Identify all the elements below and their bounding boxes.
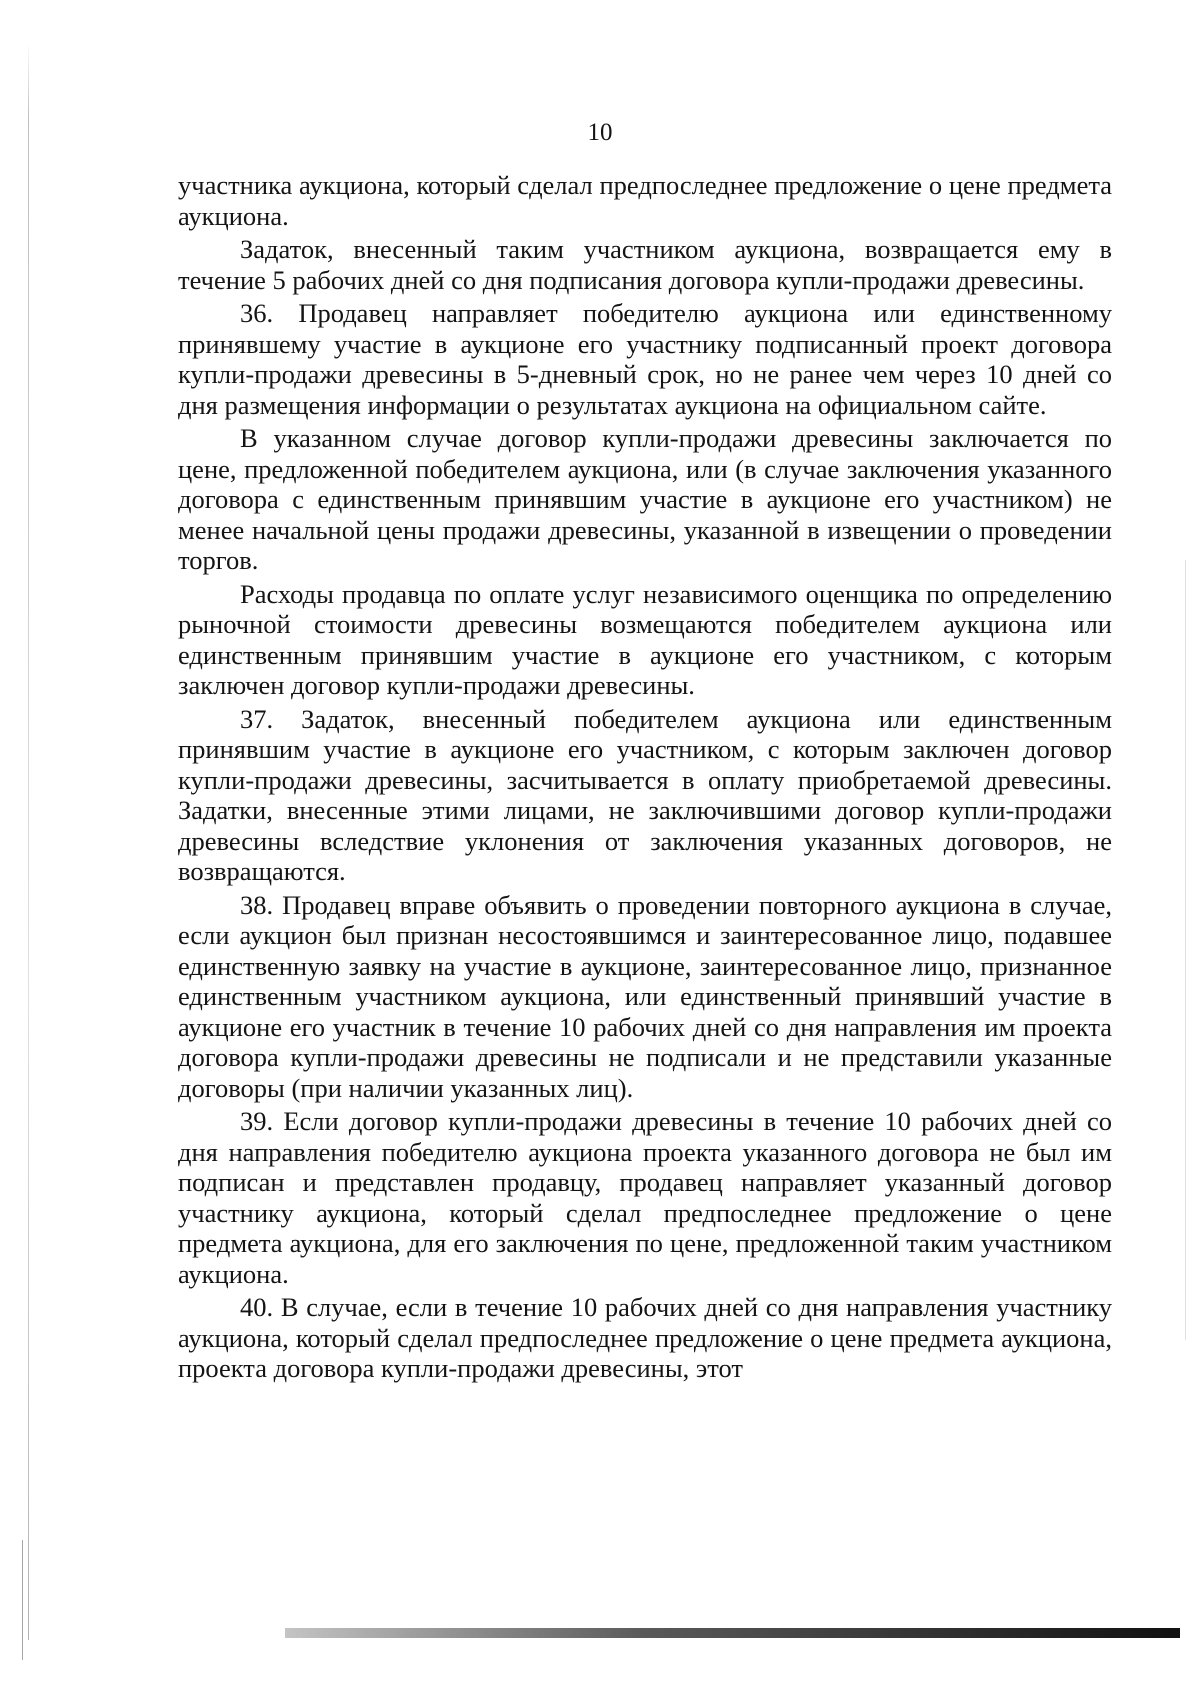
paragraph-40: 40. В случае, если в течение 10 рабочих дней со дня направления участнику аукциона, который сделал предпоследнее предложение о цене предмета аукциона, проекта договора купли-продажи древесины, этот (178, 1292, 1112, 1383)
paragraph-38: 38. Продавец вправе объявить о проведении повторного аукциона в случае, если аукцион был признан несостоявшимся и заинтересованное лицо, подавшее единственную заявку на участие в аукционе, заинтересованное лицо, признанное единственным участником аукциона, или единственный принявший участие в аукционе его участник в течение 10 рабочих дней со дня направления им проекта договора купли-продажи древесины не подписали и не представили указанные договоры (при наличии указанных лиц). (178, 889, 1112, 1103)
paragraph-37: 37. Задаток, внесенный победителем аукциона или единственным принявшим участие в аукционе его участником, с которым заключен договор купли-продажи древесины, засчитывается в оплату приобретаемой древесины. Задатки, внесенные этими лицами, не заключившими договор купли-продажи древесины вследствие уклонения от заключения указанных договоров, не возвращаются. (178, 703, 1112, 886)
paragraph-36-expenses: Расходы продавца по оплате услуг независимого оценщика по определению рыночной стоимости древесины возмещаются победителем аукциона или единственным принявшим участие в аукционе его участником, с которым заключен договор купли-продажи древесины. (178, 578, 1112, 700)
scan-bottom-bar (285, 1628, 1180, 1638)
paragraph-36-price: В указанном случае договор купли-продажи древесины заключается по цене, предложенной победителем аукциона, или (в случае заключения указанного договора с единственным принявшим участие в аукционе его участником) не менее начальной цены продажи древесины, указанной в извещении о проведении торгов. (178, 423, 1112, 575)
body-text (178, 170, 1112, 1387)
scan-edge-left (28, 40, 29, 1640)
scan-edge-left-mark (22, 1540, 23, 1660)
paragraph-39: 39. Если договор купли-продажи древесины в течение 10 рабочих дней со дня направления победителю аукциона проекта указанного договора не был им подписан и представлен продавцу, продавец направляет указанный договор участнику аукциона, который сделал предпоследнее предложение о цене предмета аукциона, для его заключения по цене, предложенной таким участником аукциона. (178, 1106, 1112, 1289)
scan-edge-right (1185, 560, 1186, 1340)
page-number: 10 (587, 119, 613, 146)
paragraph-0: участника аукциона, который сделал предпоследнее предложение о цене предмета аукциона. (178, 170, 1112, 231)
paragraph-36: 36. Продавец направляет победителю аукциона или единственному принявшему участие в аукционе его участнику подписанный проект договора купли-продажи древесины в 5-дневный срок, но не ранее чем через 10 дней со дня размещения информации о результатах аукциона на официальном сайте. (178, 298, 1112, 420)
paragraph-1: Задаток, внесенный таким участником аукциона, возвращается ему в течение 5 рабочих дней со дня подписания договора купли-продажи древесины. (178, 234, 1112, 295)
